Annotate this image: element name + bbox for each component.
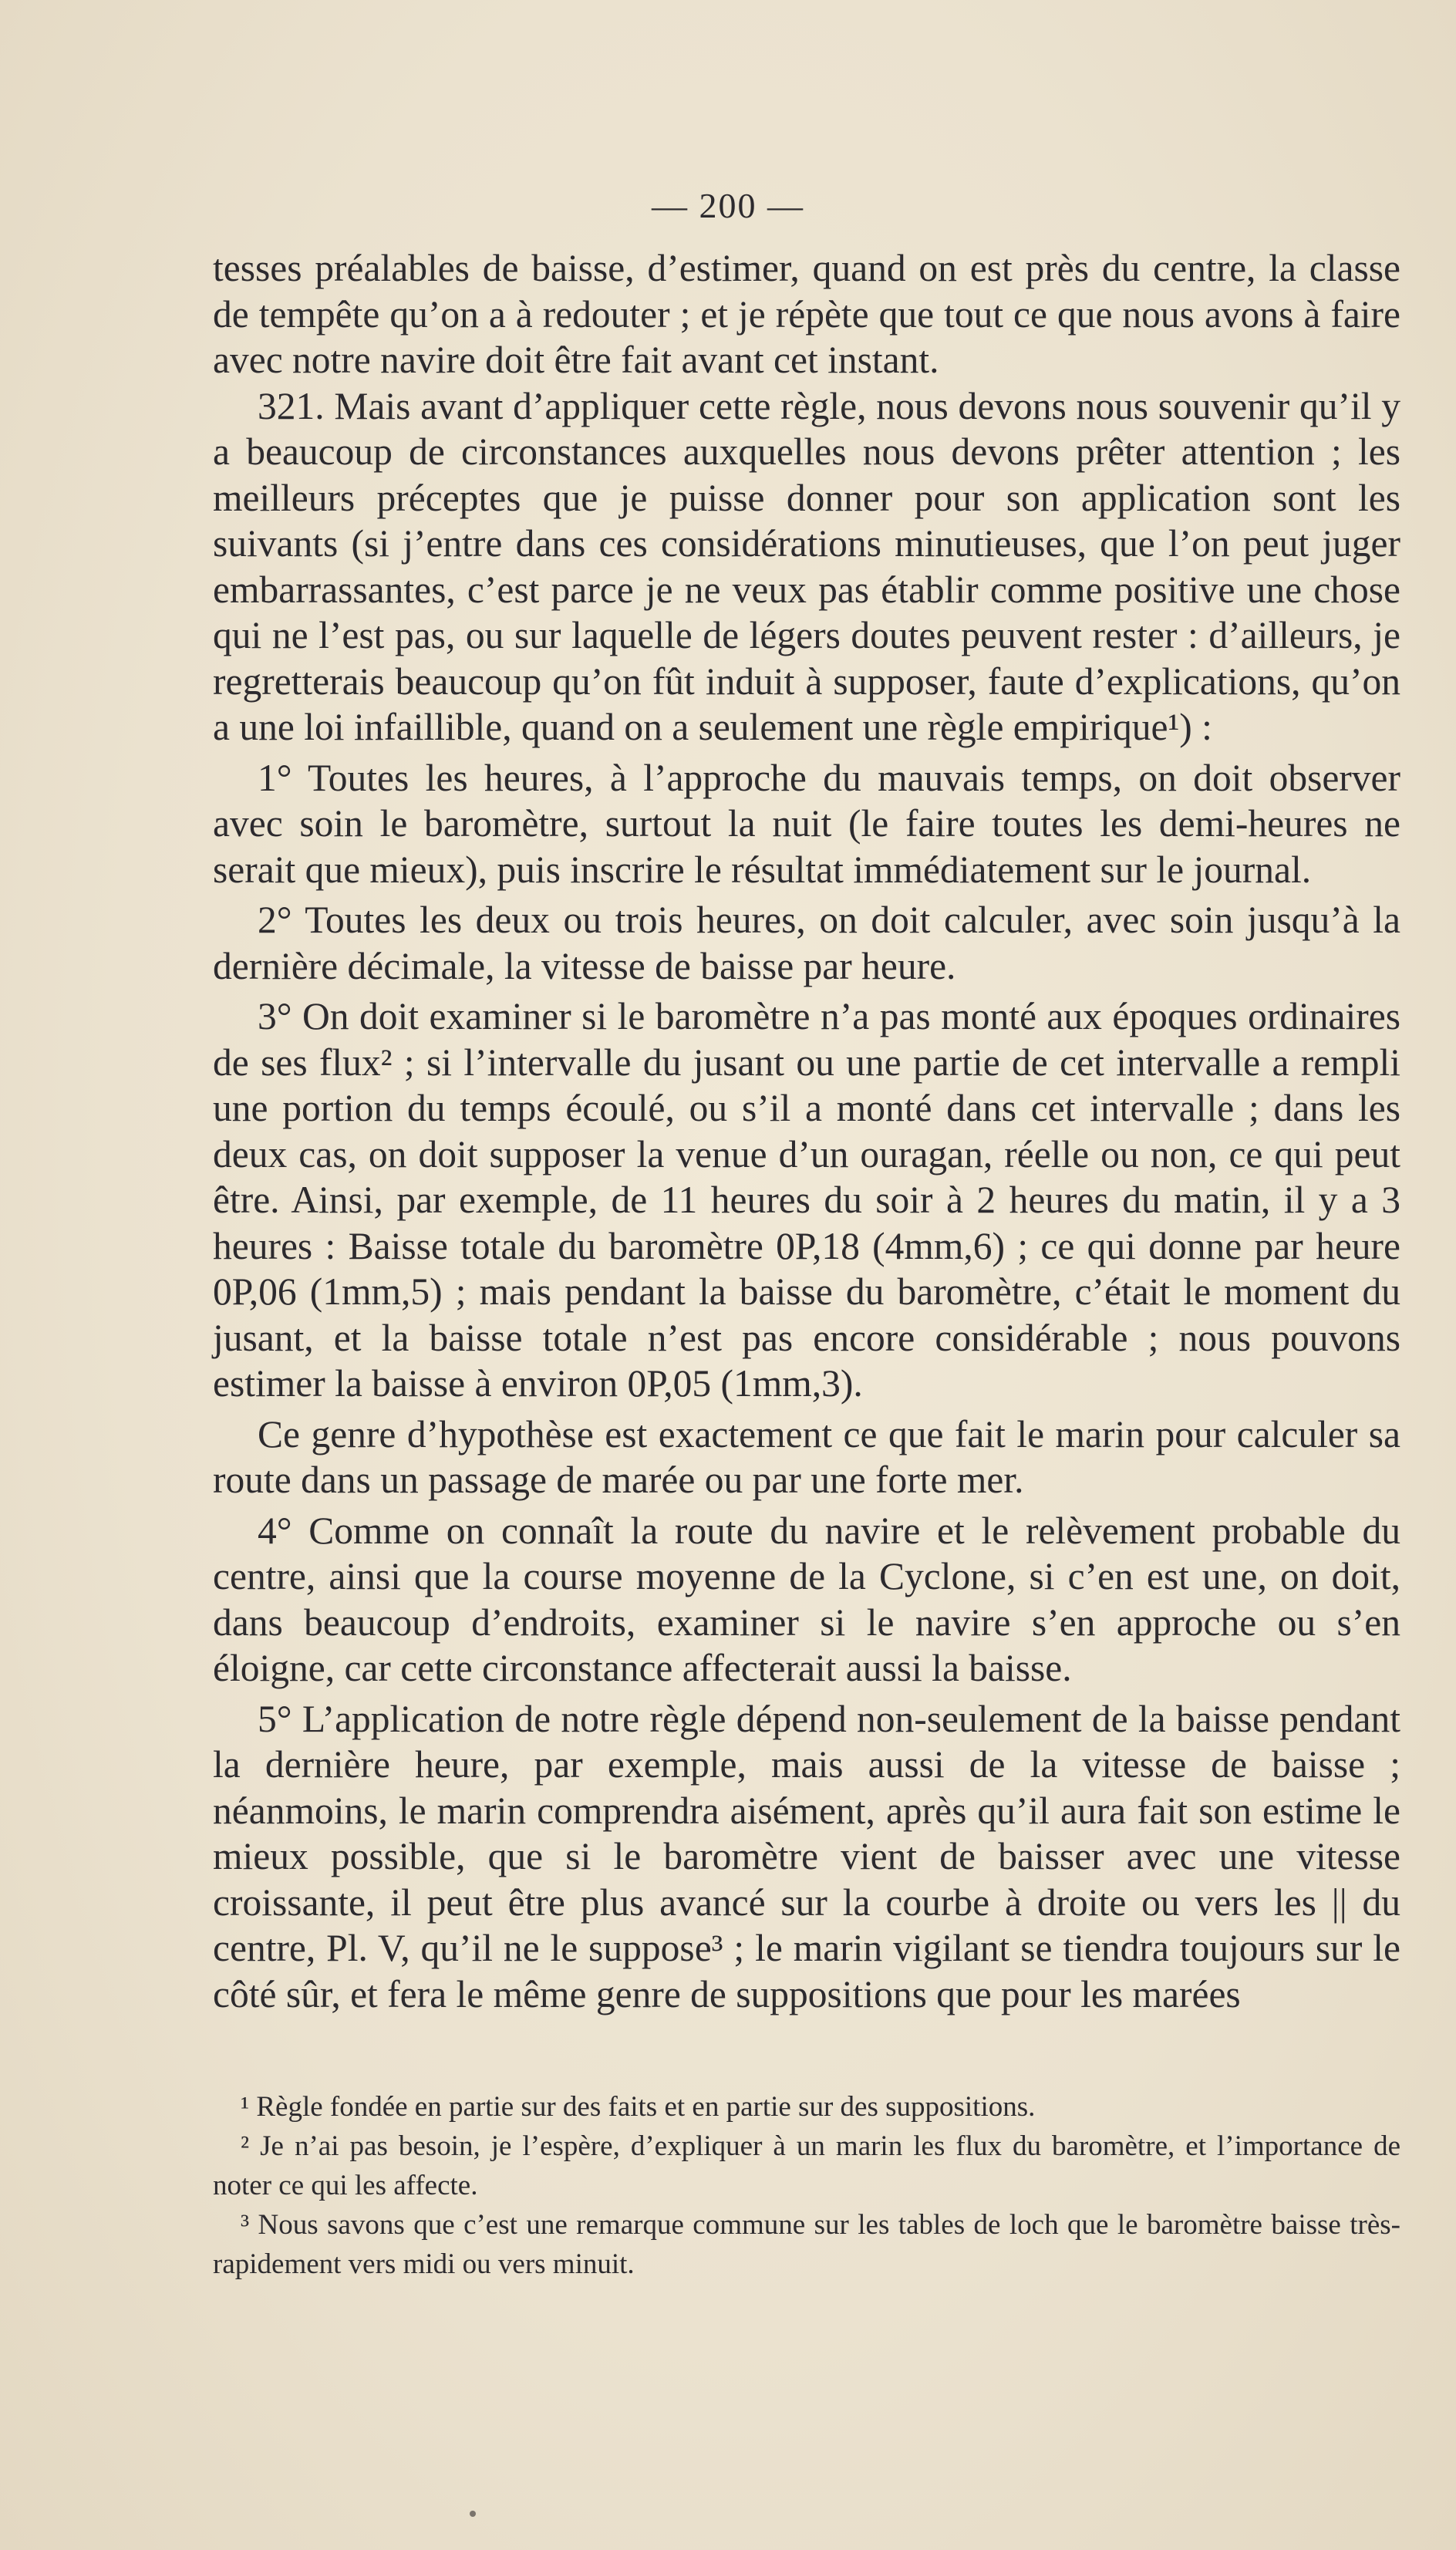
paragraph-item-2: 2° Toutes les deux ou trois heures, on doit calculer, avec soin jusqu’à la dernière décimale, la vitesse de baisse par heure. bbox=[213, 899, 1400, 987]
paragraph-item-1: 1° Toutes les heures, à l’approche du mauvais temps, on doit observer avec soin le baromètre, surtout la nuit (le faire toutes les demi-heures ne serait que mieux), puis inscrire le résultat immédiatement sur le journal. bbox=[213, 756, 1400, 891]
paragraph-item-5: 5° L’application de notre règle dépend non-seulement de la baisse pendant la dernière heure, par exemple, mais aussi de la vitesse de baisse ; néanmoins, le marin comprendra aisément, après qu’il aura fait son estime le mieux possible, que si le baromètre vient de baisser avec une vitesse croissante, il peut être plus avancé sur la courbe à droite ou vers les || du centre, Pl. V, qu’il ne le suppose³ ; le marin vigilant se tiendra toujours sur le côté sûr, et fera le même genre de suppositions que pour les marées bbox=[213, 1697, 1400, 2015]
ink-speck bbox=[470, 2511, 476, 2517]
paragraph-hypothesis: Ce genre d’hypothèse est exactement ce que fait le marin pour calculer sa route dans un passage de marée ou par une forte mer. bbox=[213, 1412, 1400, 1501]
paragraph-321: 321. Mais avant d’appliquer cette règle, nous devons nous souvenir qu’il y a beaucoup de circonstances auxquelles nous devons prêter attention ; les meilleurs préceptes que je puisse donner pour son application sont les suivants (si j’entre dans ces considérations minutieuses, que l’on peut juger embarrassantes, c’est parce je ne veux pas établir comme positive une chose qui ne l’est pas, ou sur laquelle de légers doutes peuvent rester : d’ailleurs, je regretterais beaucoup qu’on fût induit à supposer, faute d’explications, qu’on a une loi infaillible, quand on a seulement une règle empirique¹) : bbox=[213, 384, 1400, 748]
paragraph-item-4: 4° Comme on connaît la route du navire et le relèvement probable du centre, ainsi que la course moyenne de la Cyclone, si c’en est une, on doit, dans beaucoup d’endroits, examiner si le navire s’en approche ou s’en éloigne, car cette circonstance affecterait aussi la baisse. bbox=[213, 1509, 1400, 1689]
footnote-2: ² Je n’ai pas besoin, je l’espère, d’expliquer à un marin les flux du baromètre, et l’importance de noter ce qui les affecte. bbox=[213, 2130, 1400, 2201]
main-text bbox=[213, 245, 1400, 2017]
page-number: — 200 — bbox=[652, 186, 804, 225]
paragraph-continuation: tesses préalables de baisse, d’estimer, quand on est près du centre, la classe de tempête qu’on a à redouter ; et je répète que tout ce que nous avons à faire avec notre navire doit être fait avant cet instant. bbox=[213, 247, 1400, 381]
paragraph-item-3: 3° On doit examiner si le baromètre n’a pas monté aux époques ordinaires de ses flux² ; si l’intervalle du jusant ou une partie de cet intervalle a rempli une portion du temps écoulé, ou s’il a monté dans cet intervalle ; dans les deux cas, on doit supposer la venue d’un ouragan, réelle ou non, ce qui peut être. Ainsi, par exemple, de 11 heures du soir à 2 heures du matin, il y a 3 heures : Baisse totale du baromètre 0P,18 (4mm,6) ; ce qui donne par heure 0P,06 (1mm,5) ; mais pendant la baisse du baromètre, c’était le moment du jusant, et la baisse totale n’est pas encore considérable ; nous pouvons estimer la baisse à environ 0P,05 (1mm,3). bbox=[213, 995, 1400, 1405]
footnote-1: ¹ Règle fondée en partie sur des faits et en partie sur des suppositions. bbox=[241, 2091, 1036, 2123]
footnotes bbox=[213, 2087, 1400, 2284]
footnote-3: ³ Nous savons que c’est une remarque commune sur les tables de loch que le baromètre baisse très-rapidement vers midi ou vers minuit. bbox=[213, 2209, 1400, 2280]
